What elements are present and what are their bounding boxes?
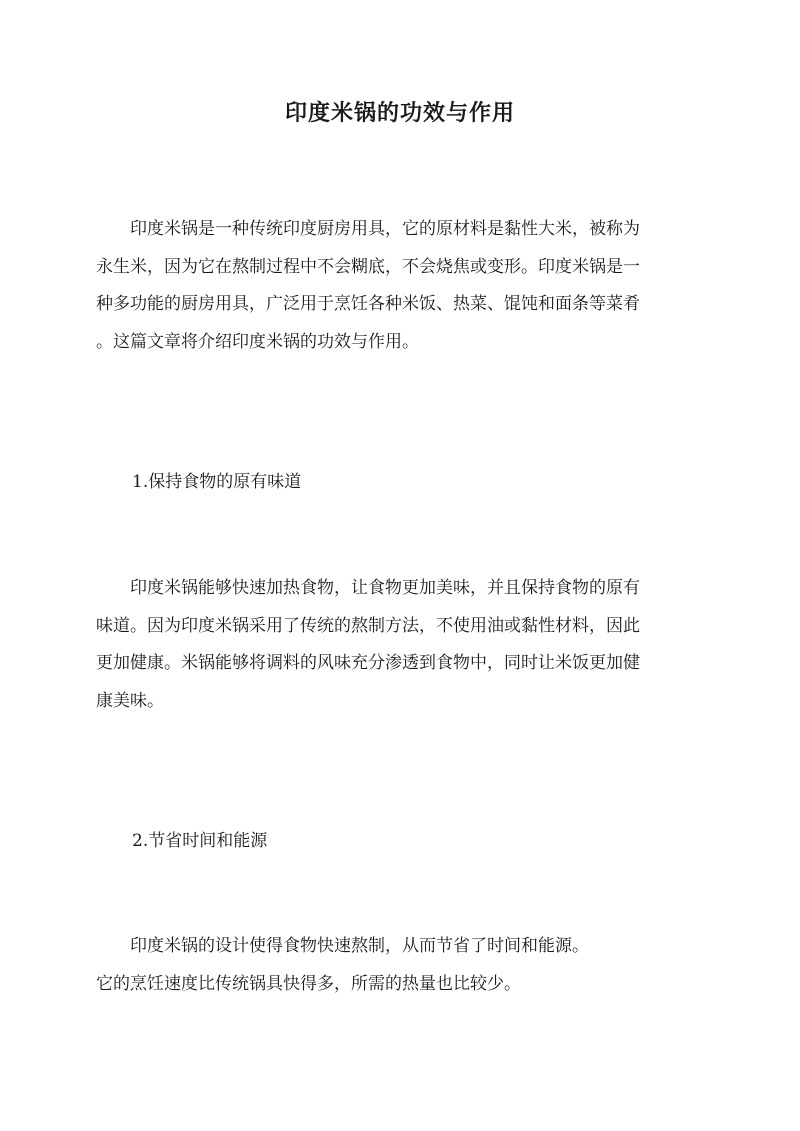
paragraph-line: 永生米，因为它在熬制过程中不会糊底，不会烧焦或变形。印度米锅是一 — [96, 256, 640, 277]
document-title: 印度米锅的功效与作用 — [284, 100, 515, 126]
paragraph-line: 它的烹饪速度比传统锅具快得多，所需的热量也比较少。 — [96, 973, 521, 994]
section-heading-1: 1.保持食物的原有味道 — [132, 472, 302, 492]
paragraph-line: 味道。因为印度米锅采用了传统的熬制方法，不使用油或黏性材料，因此 — [96, 615, 640, 636]
paragraph-line: 。这篇文章将介绍印度米锅的功效与作用。 — [96, 331, 419, 352]
paragraph-line: 种多功能的厨房用具，广泛用于烹饪各种米饭、热菜、馄饨和面条等菜肴 — [96, 294, 640, 314]
paragraph-line: 印度米锅是一种传统印度厨房用具，它的原材料是黏性大米，被称为 — [96, 219, 640, 239]
paragraph-line: 更加健康。米锅能够将调料的风味充分渗透到食物中，同时让米饭更加健 — [96, 653, 640, 673]
paragraph-line: 印度米锅的设计使得食物快速熬制，从而节省了时间和能源。 — [96, 936, 589, 956]
section-1-paragraph — [96, 570, 706, 720]
paragraph-line: 印度米锅能够快速加热食物，让食物更加美味，并且保持食物的原有 — [96, 578, 640, 598]
section-heading-2: 2.节省时间和能源 — [132, 831, 268, 851]
intro-paragraph — [96, 211, 706, 361]
section-2-paragraph — [96, 928, 706, 1003]
paragraph-line: 康美味。 — [96, 690, 164, 711]
